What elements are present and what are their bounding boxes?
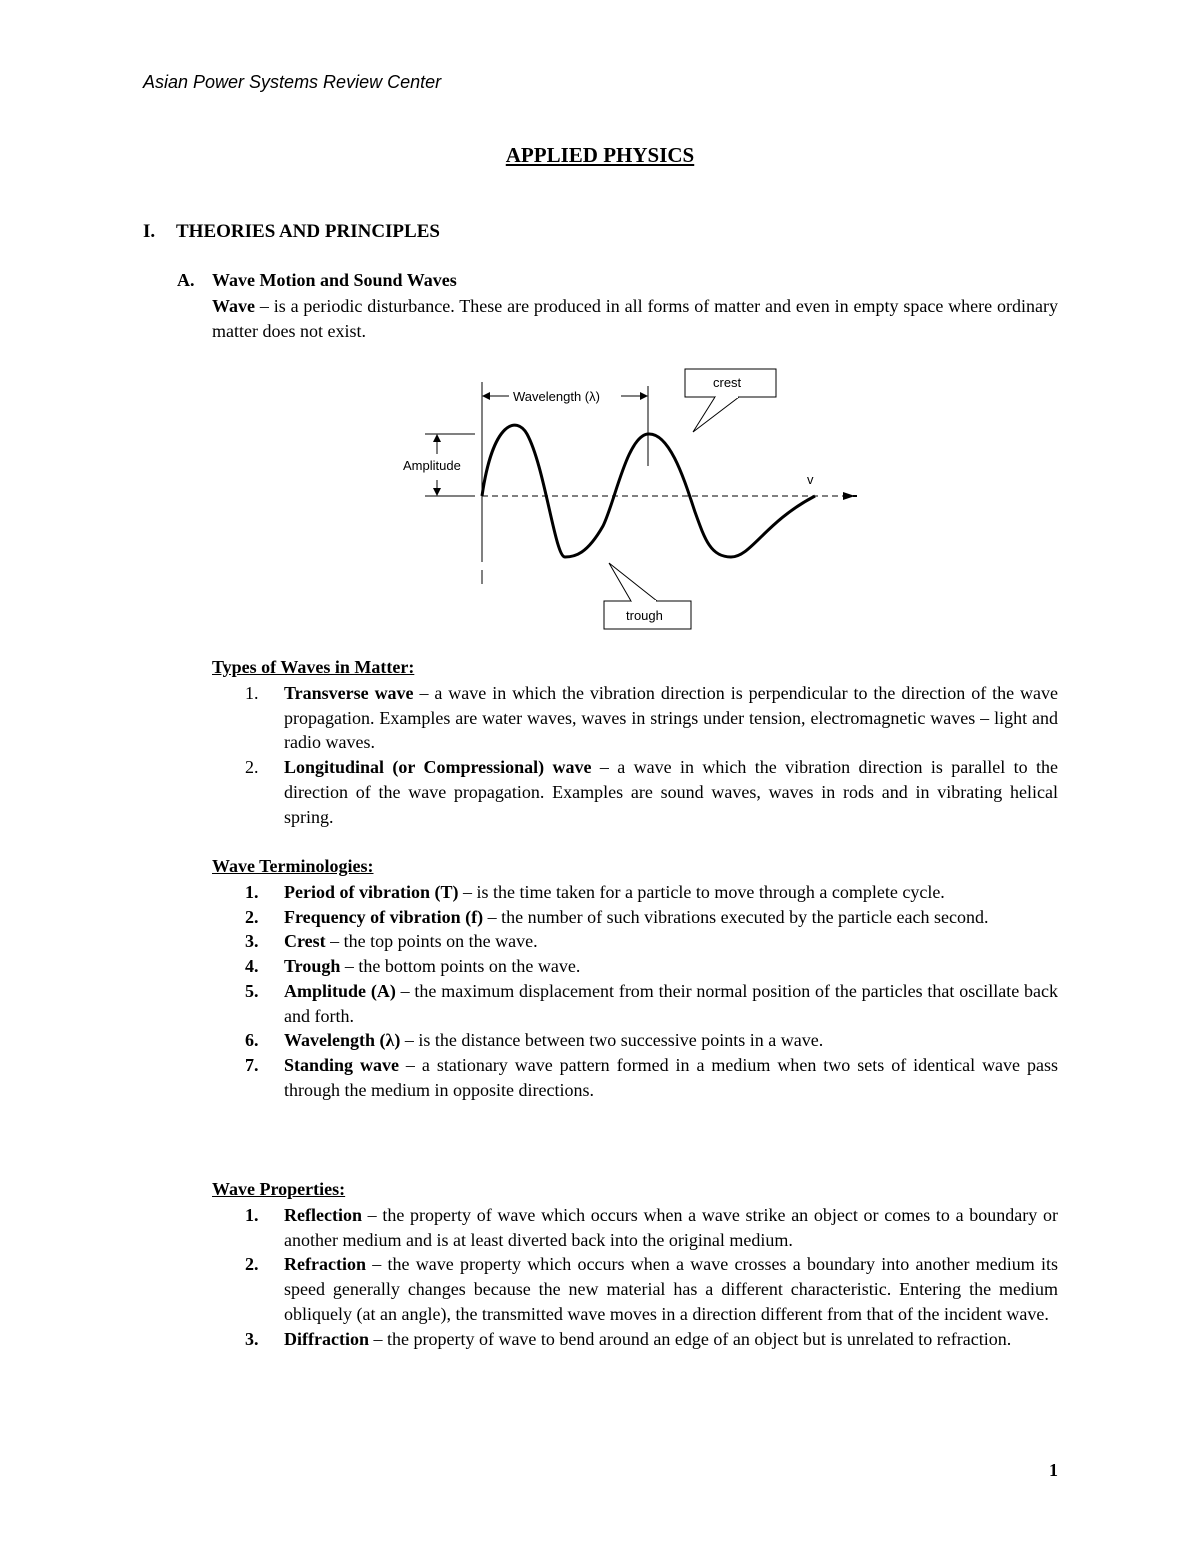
item-number: 1. xyxy=(245,1205,259,1225)
item-term: Period of vibration (T) xyxy=(284,882,459,902)
section-title: THEORIES AND PRINCIPLES xyxy=(176,221,440,242)
item-text: – a stationary wave pattern formed in a medium when two sets of identical wave pass through the medium in opposite directions. xyxy=(284,1054,1058,1100)
item-term: Standing wave xyxy=(284,1054,399,1075)
wave-term: Wave xyxy=(212,296,255,316)
item-number: 2. xyxy=(245,906,259,927)
item-number: 1. xyxy=(245,683,259,703)
terminologies-list xyxy=(212,880,1058,1102)
types-heading: Types of Waves in Matter: xyxy=(212,657,415,677)
subsection-letter: A. xyxy=(177,270,195,290)
list-item xyxy=(212,954,1058,979)
list-item xyxy=(212,1203,1058,1252)
page-title: APPLIED PHYSICS xyxy=(505,143,695,167)
item-number: 6. xyxy=(245,1030,259,1051)
item-number: 3. xyxy=(245,931,259,952)
item-text: – the property of wave to bend around an edge of an object but is unrelated to refraction. xyxy=(368,1328,1012,1349)
item-term: Longitudinal (or Compressional) wave xyxy=(284,757,592,778)
amplitude-label: Amplitude xyxy=(403,458,461,473)
list-item xyxy=(212,1028,1058,1053)
item-term: Frequency of vibration (f) xyxy=(284,906,484,927)
section-number: I. xyxy=(143,221,156,242)
item-text: – the number of such vibrations executed by the particle each second. xyxy=(483,906,989,927)
item-text: – is the time taken for a particle to move through a complete cycle. xyxy=(458,882,945,902)
item-term: Reflection xyxy=(284,1205,362,1225)
item-text: – the maximum displacement from their normal position of the particles that oscillate back and forth. xyxy=(284,980,1058,1026)
terminologies-heading: Wave Terminologies: xyxy=(212,856,374,876)
item-text: – the top points on the wave. xyxy=(325,931,538,952)
list-item xyxy=(212,681,1058,755)
velocity-label: v xyxy=(807,472,814,487)
trough-label: trough xyxy=(626,608,663,623)
item-number: 3. xyxy=(245,1328,259,1349)
item-number: 1. xyxy=(245,882,259,902)
item-term: Diffraction xyxy=(284,1328,369,1349)
list-item xyxy=(212,1327,1058,1352)
item-text: – a wave in which the vibration direction is perpendicular to the direction of the wave propagation. Examples are water waves, waves in strings under tension, electromagnetic waves – light and radio waves. xyxy=(284,683,1059,753)
list-item xyxy=(212,1053,1058,1102)
item-term: Wavelength (λ) xyxy=(284,1030,401,1051)
list-item xyxy=(212,755,1058,829)
wave-definition-text: – is a periodic disturbance. These are produced in all forms of matter and even in empty space where ordinary matter does not exist. xyxy=(212,296,1058,341)
item-number: 7. xyxy=(245,1054,259,1075)
wavelength-label: Wavelength (λ) xyxy=(513,389,600,404)
types-list xyxy=(212,681,1058,829)
list-item xyxy=(212,929,1058,954)
item-term: Refraction xyxy=(284,1254,366,1275)
crest-label: crest xyxy=(713,375,742,390)
list-item xyxy=(212,905,1058,930)
item-text: – is the distance between two successive points in a wave. xyxy=(400,1030,824,1051)
page-header: Asian Power Systems Review Center xyxy=(143,72,442,92)
item-text: – the property of wave which occurs when a wave strike an object or comes to a boundary or another medium and is at least diverted back into the original medium. xyxy=(284,1205,1058,1250)
list-item xyxy=(212,1252,1058,1326)
item-term: Crest xyxy=(284,931,326,952)
item-number: 2. xyxy=(245,757,259,778)
list-item xyxy=(212,880,1058,905)
item-text: – the bottom points on the wave. xyxy=(340,956,581,977)
item-term: Amplitude (A) xyxy=(284,980,396,1001)
subsection-heading xyxy=(177,270,457,291)
item-number: 2. xyxy=(245,1254,259,1275)
item-term: Transverse wave xyxy=(284,683,414,703)
wave-diagram xyxy=(395,362,865,637)
item-number: 5. xyxy=(245,980,259,1001)
properties-list xyxy=(212,1203,1058,1351)
properties-heading: Wave Properties: xyxy=(212,1179,346,1199)
item-number: 4. xyxy=(245,956,259,977)
page-number: 1 xyxy=(1049,1460,1058,1480)
item-text: – a wave in which the vibration direction is parallel to the direction of the wave propagation. Examples are sound waves, waves in rods and in vibrating helical spring. xyxy=(284,757,1059,827)
item-text: – the wave property which occurs when a wave crosses a boundary into another medium its speed generally changes because the new material has a different characteristic. Entering the medium obliquely (at an angle), the transmitted wave moves in a direction different from that of the incident wave. xyxy=(284,1254,1058,1324)
list-item xyxy=(212,979,1058,1028)
item-term: Trough xyxy=(284,956,341,977)
subsection-title: Wave Motion and Sound Waves xyxy=(212,270,457,290)
section-heading xyxy=(143,221,440,243)
wave-definition xyxy=(212,294,1058,344)
